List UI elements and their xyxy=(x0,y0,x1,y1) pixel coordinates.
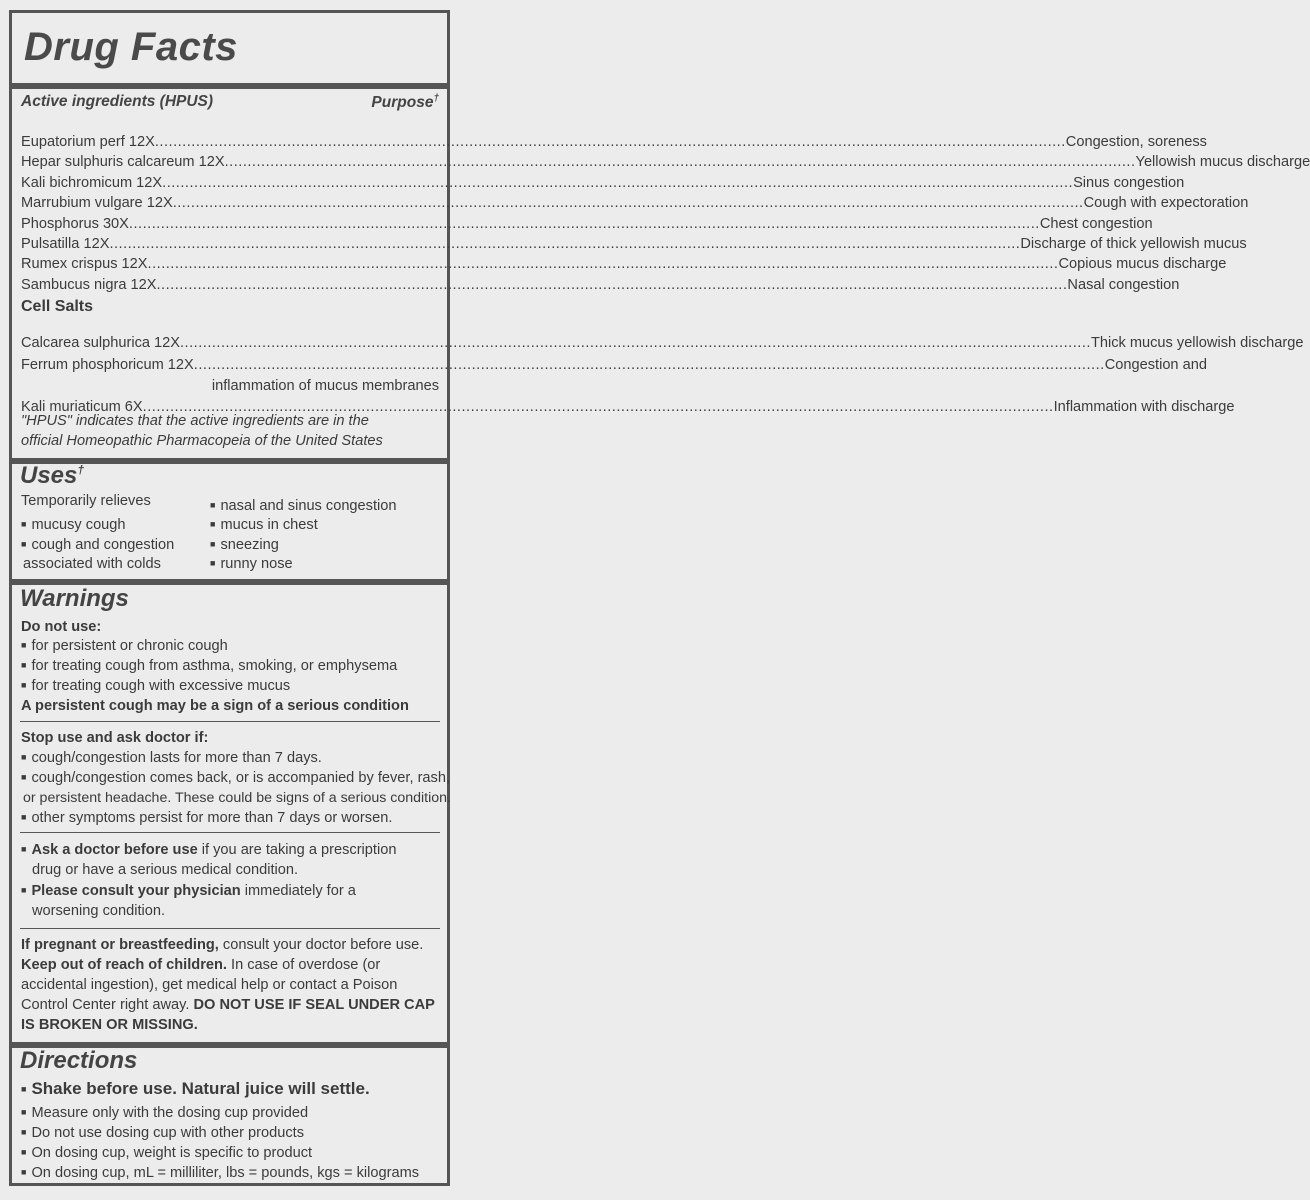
dot-leader: ........................................................................................................................................................................................................ xyxy=(154,134,1066,150)
dot-leader: ........................................................................................................................................................................................................ xyxy=(142,399,1054,415)
ingredient-name: Phosphorus 30X xyxy=(21,215,129,232)
do-not-use-item: ■ for treating cough from asthma, smoking, or emphysema xyxy=(21,656,397,677)
use-item: ■ mucusy cough xyxy=(21,515,126,536)
dot-leader: ........................................................................................................................................................................................................ xyxy=(162,174,1074,191)
hpus-note-line2: official Homeopathic Pharmacopeia of the United States xyxy=(21,433,383,449)
ingredient-row xyxy=(21,214,1153,234)
ingredient-row xyxy=(21,234,1247,254)
ingredient-row xyxy=(21,173,1185,193)
ingredient-name: Rumex crispus 12X xyxy=(21,256,148,273)
ingredient-purpose: Nasal congestion xyxy=(1067,276,1180,293)
purpose-heading: Purpose† xyxy=(371,93,439,112)
ingredient-row xyxy=(21,193,1249,213)
ingredient-name: Ferrum phosphoricum 12X xyxy=(21,357,194,373)
use-item: ■ mucus in chest xyxy=(210,515,318,536)
ingredient-purpose: Chest congestion xyxy=(1039,215,1153,232)
ingredient-purpose: Copious mucus discharge xyxy=(1058,256,1227,273)
do-not-use-heading: Do not use: xyxy=(21,619,102,635)
ingredient-row xyxy=(21,355,1207,375)
ingredient-name: Pulsatilla 12X xyxy=(21,236,110,252)
stop-use-item: ■ cough/congestion comes back, or is accompanied by fever, rash, xyxy=(21,768,450,789)
keep-out-line4: IS BROKEN OR MISSING. xyxy=(21,1017,198,1033)
use-item: ■ sneezing xyxy=(210,535,279,556)
dot-leader: ........................................................................................................................................................................................................ xyxy=(172,195,1084,212)
ask-doctor-cont: drug or have a serious medical condition. xyxy=(32,862,299,878)
dot-leader: ........................................................................................................................................................................................................ xyxy=(109,236,1021,252)
ingredient-purpose: Thick mucus yellowish discharge xyxy=(1090,335,1304,351)
drug-facts-panel xyxy=(9,10,1310,1186)
dot-leader: ........................................................................................................................................................................................................ xyxy=(128,215,1040,232)
ingredient-name: Eupatorium perf 12X xyxy=(21,134,155,150)
persistent-cough-warning: A persistent cough may be a sign of a serious condition xyxy=(21,698,409,714)
divider xyxy=(20,832,440,833)
directions-heading: Directions xyxy=(20,1047,138,1074)
divider xyxy=(20,721,440,722)
uses-intro: Temporarily relieves xyxy=(21,493,151,509)
ingredient-purpose: Cough with expectoration xyxy=(1083,195,1249,212)
uses-heading: Uses† xyxy=(20,462,85,489)
ingredient-purpose: Congestion, soreness xyxy=(1065,134,1207,150)
keep-out-line3: Control Center right away. DO NOT USE IF SEAL UNDER CAP xyxy=(21,997,435,1013)
shake-instruction: ■ Shake before use. Natural juice will settle. xyxy=(21,1079,370,1101)
direction-item: ■ Do not use dosing cup with other products xyxy=(21,1123,304,1144)
ingredient-name: Kali bichromicum 12X xyxy=(21,174,163,191)
stop-use-item-cont: or persistent headache. These could be signs of a serious condition. xyxy=(23,790,451,806)
ingredient-purpose: Yellowish mucus discharge xyxy=(1135,154,1310,171)
do-not-use-item: ■ for treating cough with excessive mucus xyxy=(21,676,290,697)
direction-item: ■ On dosing cup, mL = milliliter, lbs = pounds, kgs = kilograms xyxy=(21,1163,419,1184)
dot-leader: ........................................................................................................................................................................................................ xyxy=(224,154,1136,171)
pregnant-line: If pregnant or breastfeeding, consult your doctor before use. xyxy=(21,937,424,953)
ingredient-name: Marrubium vulgare 12X xyxy=(21,195,173,212)
consult-physician-cont: worsening condition. xyxy=(32,903,166,919)
ingredient-row xyxy=(21,152,1310,172)
ingredient-row xyxy=(21,275,1180,295)
warnings-heading: Warnings xyxy=(20,585,129,612)
use-item-cont: associated with colds xyxy=(23,556,161,572)
use-item: ■ nasal and sinus congestion xyxy=(210,496,397,517)
ingredient-purpose: Congestion and xyxy=(1104,357,1207,373)
dot-leader: ........................................................................................................................................................................................................ xyxy=(156,276,1068,293)
dot-leader: ........................................................................................................................................................................................................ xyxy=(147,256,1059,273)
active-ingredients-heading: Active ingredients (HPUS) xyxy=(21,93,214,110)
keep-out-line: Keep out of reach of children. In case of overdose (or xyxy=(21,957,381,973)
divider xyxy=(20,928,440,929)
ingredient-purpose-cont: inflammation of mucus membranes xyxy=(211,378,439,394)
ask-doctor-line: ■ Ask a doctor before use if you are taking a prescription xyxy=(21,840,396,861)
stop-use-heading: Stop use and ask doctor if: xyxy=(21,730,209,746)
use-item: ■ cough and congestion xyxy=(21,535,174,556)
direction-item: ■ On dosing cup, weight is specific to product xyxy=(21,1143,312,1164)
stop-use-item: ■ other symptoms persist for more than 7 days or worsen. xyxy=(21,808,392,829)
ingredient-name: Calcarea sulphurica 12X xyxy=(21,335,180,351)
ingredient-row xyxy=(21,254,1227,274)
stop-use-item: ■ cough/congestion lasts for more than 7 days. xyxy=(21,748,322,769)
keep-out-line2: accidental ingestion), get medical help or contact a Poison xyxy=(21,977,398,993)
do-not-use-item: ■ for persistent or chronic cough xyxy=(21,636,228,657)
dot-leader: ........................................................................................................................................................................................................ xyxy=(193,357,1105,373)
ingredient-purpose: Inflammation with discharge xyxy=(1053,399,1235,415)
use-item: ■ runny nose xyxy=(210,554,293,575)
ingredient-purpose: Sinus congestion xyxy=(1073,174,1185,191)
ingredient-row xyxy=(21,333,1304,353)
divider xyxy=(12,83,447,89)
ingredient-name: Kali muriaticum 6X xyxy=(21,399,143,415)
ingredient-name: Sambucus nigra 12X xyxy=(21,276,157,293)
consult-physician-line: ■ Please consult your physician immediately for a xyxy=(21,881,356,902)
cell-salts-heading: Cell Salts xyxy=(21,298,94,315)
direction-item: ■ Measure only with the dosing cup provided xyxy=(21,1103,308,1124)
drug-facts-title: Drug Facts xyxy=(24,25,238,69)
hpus-note-line1: "HPUS" indicates that the active ingredients are in the xyxy=(21,413,369,429)
ingredient-purpose: Discharge of thick yellowish mucus xyxy=(1020,236,1247,252)
ingredient-name: Hepar sulphuris calcareum 12X xyxy=(21,154,225,171)
ingredient-row xyxy=(21,132,1207,152)
dot-leader: ........................................................................................................................................................................................................ xyxy=(180,335,1091,351)
